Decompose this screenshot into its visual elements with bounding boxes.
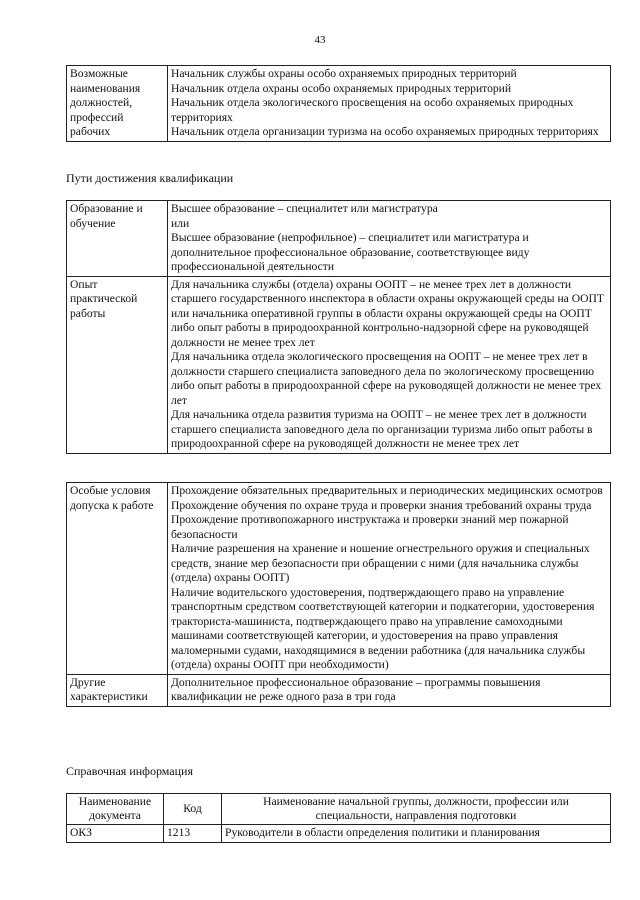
content-line: Наличие разрешения на хранение и ношение огнестрельного оружия и специальных средств, знание мер безопасности при обращении с ними (для начальника службы (отдела) охраны ООПТ) <box>171 542 590 584</box>
content-line: Для начальника службы (отдела) охраны ООПТ – не менее трех лет в должности старшего государственного инспектора в области охраны окружающей среды на ООПТ или начальника оперативной группы в области охраны окружающей среды на ООПТ либо опыт работы в природоохранной контрольно-надзорной сфере на руководящей должности не менее трех лет <box>171 277 604 349</box>
row-content <box>168 66 611 142</box>
column-header: Наименование документа <box>67 794 164 825</box>
row-label: Образование и обучение <box>67 201 168 277</box>
conditions-table <box>66 482 611 707</box>
row-label: Опыт практической работы <box>67 276 168 453</box>
reference-heading: Справочная информация <box>66 764 193 778</box>
content-line: или <box>171 216 190 230</box>
table-cell: 1213 <box>164 825 222 843</box>
content-line: Высшее образование (непрофильное) – специалитет или магистратура и дополнительное профессиональное образование, соответствующее виду профессиональной деятельности <box>171 231 530 273</box>
column-header: Наименование начальной группы, должности, профессии или специальности, направления подготовки <box>222 794 611 825</box>
content-line: Высшее образование – специалитет или магистратура <box>171 202 438 215</box>
qualification-table <box>66 200 611 454</box>
content-line: Прохождение обязательных предварительных и периодических медицинских осмотров <box>171 484 603 497</box>
table-cell: Руководители в области определения политики и планирования <box>222 825 611 843</box>
table-row <box>67 674 611 706</box>
content-line: Начальник отдела экологического просвещения на особо охраняемых природных территориях <box>171 96 574 124</box>
table-row <box>67 276 611 453</box>
qualification-heading: Пути достижения квалификации <box>66 171 234 185</box>
row-content <box>168 483 611 675</box>
column-header: Код <box>164 794 222 825</box>
row-content <box>168 276 611 453</box>
table-header-row <box>67 794 611 825</box>
page-number: 43 <box>314 34 326 46</box>
content-line: Начальник службы охраны особо охраняемых природных территорий <box>171 67 517 80</box>
row-content <box>168 674 611 706</box>
content-line: Дополнительное профессиональное образование – программы повышения квалификации не реже одного раза в три года <box>171 675 541 703</box>
reference-table <box>66 793 611 843</box>
content-line: Наличие водительского удостоверения, подтверждающего право на управление транспортным средством соответствующей категории и подкатегории, удостоверения тракториста-машиниста, подтверждающего право на управление самоходными машинами соответствующей категории, и удостоверения на право управления маломерными судами, находящимися в ведении работника (для начальника службы (отдела) охраны ООПТ при необходимости) <box>171 585 595 671</box>
row-label: Возможные наименования должностей, профессий рабочих <box>67 66 168 142</box>
content-line: Для начальника отдела развития туризма на ООПТ – не менее трех лет в должности старшего специалиста заповедного дела по организации туризма либо опыт работы в природоохранной сфере на руководящей должности не менее трех лет <box>171 408 593 450</box>
row-label: Особые условия допуска к работе <box>67 483 168 675</box>
table-row <box>67 483 611 675</box>
content-line: Для начальника отдела экологического просвещения на ООПТ – не менее трех лет в должности старшего специалиста заповедного дела по экологическому просвещению либо опыт работы в природоохранной сфере на руководящей должности не менее трех лет <box>171 350 602 407</box>
content-line: Начальник отдела охраны особо охраняемых природных территорий <box>171 81 512 95</box>
row-label: Другие характеристики <box>67 674 168 706</box>
table-cell: ОКЗ <box>67 825 164 843</box>
content-line: Прохождение обучения по охране труда и проверки знания требований охраны труда <box>171 498 592 512</box>
positions-table <box>66 65 611 142</box>
table-row <box>67 66 611 142</box>
content-line: Начальник отдела организации туризма на особо охраняемых природных территориях <box>171 125 599 138</box>
table-row <box>67 825 611 843</box>
table-row <box>67 201 611 277</box>
row-content <box>168 201 611 277</box>
content-line: Прохождение противопожарного инструктажа и проверки знаний мер пожарной безопасности <box>171 513 569 541</box>
